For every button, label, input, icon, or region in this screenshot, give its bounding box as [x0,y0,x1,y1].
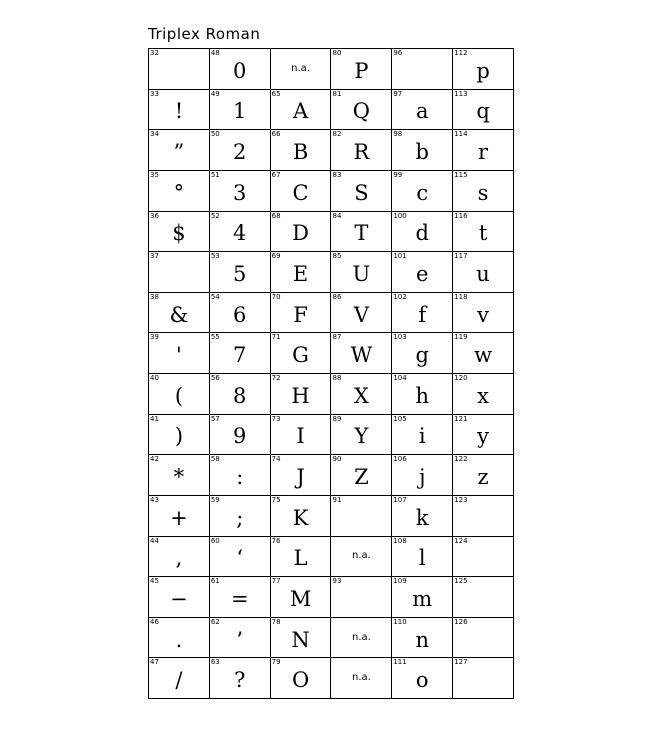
char-code: 101 [393,252,407,261]
glyph-cell [453,577,514,618]
glyph-sample: ‘ [236,546,244,571]
char-code: 50 [210,130,220,139]
glyph-cell [392,374,453,415]
glyph-cell [149,658,210,699]
char-code: 124 [454,536,468,545]
glyph-sample: F [293,302,308,327]
glyph-cell [331,537,392,578]
glyph-cell [453,212,514,253]
glyph-cell [392,618,453,659]
char-code: 125 [454,577,468,586]
glyph-cell [392,537,453,578]
glyph-cell [210,90,271,131]
glyph-sample: O [291,668,310,693]
glyph-cell [453,171,514,212]
glyph-sample: u [476,261,490,286]
glyph-sample: K [292,505,309,530]
char-code: 35 [150,170,159,179]
glyph-sample: , [175,546,183,571]
glyph-cell [271,455,332,496]
glyph-cell [149,171,210,212]
glyph-sample: N [291,627,310,652]
char-code: 47 [150,658,159,667]
char-code: 82 [332,130,342,139]
glyph-sample: ° [173,180,185,205]
glyph-sample [453,663,513,698]
glyph-sample [331,582,391,617]
char-code: 107 [393,495,407,504]
char-code: 98 [393,130,403,139]
glyph-sample: ! [174,99,184,124]
char-code: 73 [271,414,281,423]
char-code: 100 [393,211,407,220]
glyph-sample: R [353,140,370,165]
glyph-cell [149,90,210,131]
glyph-sample: v [477,302,489,327]
char-code: 32 [150,49,159,57]
glyph-sample: * [173,465,185,490]
glyph-sample: T [354,221,369,246]
char-code: 45 [150,577,159,586]
glyph-cell [331,293,392,334]
char-code: 56 [210,374,220,382]
glyph-sample: ’ [236,627,244,652]
glyph-cell [392,49,453,90]
glyph-sample: o [415,668,429,693]
glyph-sample: 5 [233,261,247,286]
glyph-sample: . [175,627,183,652]
glyph-cell [453,496,514,537]
glyph-cell [392,577,453,618]
glyph-cell [210,455,271,496]
glyph-cell [149,577,210,618]
glyph-cell [210,374,271,415]
char-code: 81 [332,89,342,98]
char-code: 93 [332,577,342,586]
char-code: 114 [454,130,468,139]
not-available-label: n.a. [291,62,310,74]
char-code: 38 [150,292,159,301]
glyph-cell [149,49,210,90]
char-code: 71 [271,333,281,342]
glyph-cell [149,496,210,537]
glyph-cell [210,577,271,618]
glyph-sample: i [418,424,426,449]
glyph-sample: x [477,383,489,408]
glyph-cell [392,90,453,131]
glyph-cell [392,455,453,496]
glyph-sample: E [292,261,309,286]
glyph-sample: A [292,99,309,124]
glyph-cell [210,618,271,659]
glyph-cell [271,415,332,456]
char-code: 108 [393,536,407,545]
char-code: 49 [210,89,220,98]
char-code: 83 [332,170,342,179]
glyph-cell [331,252,392,293]
glyph-cell [149,252,210,293]
glyph-sample [453,582,513,617]
glyph-cell [210,252,271,293]
char-code: 55 [210,333,220,342]
glyph-sample: J [296,465,305,490]
char-code: 99 [393,170,403,179]
glyph-cell [453,293,514,334]
char-code: 103 [393,333,407,342]
char-code: 118 [454,292,468,301]
char-code: 67 [271,170,281,179]
char-code: 104 [393,374,407,382]
glyph-cell [210,171,271,212]
char-code: 40 [150,374,159,382]
glyph-sample: L [293,546,308,571]
glyph-cell [210,293,271,334]
char-code: 127 [454,658,468,667]
char-code: 88 [332,374,342,382]
glyph-sample: + [170,505,188,530]
glyph-sample [453,542,513,577]
glyph-cell [331,658,392,699]
char-code: 42 [150,455,159,464]
glyph-sample: 2 [233,140,247,165]
char-code: 113 [454,89,468,98]
glyph-sample: r [478,140,489,165]
char-code: 84 [332,211,342,220]
not-available-label: n.a. [351,550,371,562]
glyph-sample: & [169,302,189,327]
glyph-sample [453,501,513,536]
glyph-cell [331,130,392,171]
char-code: 62 [210,617,220,626]
glyph-cell [392,212,453,253]
glyph-sample [149,257,209,292]
glyph-cell [271,618,332,659]
glyph-cell [271,658,332,699]
glyph-sample: Q [352,99,371,124]
glyph-cell [271,90,332,131]
char-code: 60 [210,536,220,545]
glyph-sample: ' [176,343,182,368]
glyph-cell [392,658,453,699]
char-code: 70 [271,292,281,301]
char-code: 110 [393,617,407,626]
glyph-cell [331,333,392,374]
glyph-cell [453,333,514,374]
char-code: 74 [271,455,281,464]
glyph-cell [392,171,453,212]
glyph-sample: s [477,180,489,205]
glyph-sample: l [418,546,426,571]
glyph-cell [392,293,453,334]
glyph-cell [453,537,514,578]
glyph-sample [331,501,391,536]
char-code: 34 [150,130,159,139]
glyph-cell [210,415,271,456]
char-code: 106 [393,455,407,464]
glyph-sample: h [415,383,429,408]
glyph-cell [149,333,210,374]
glyph-cell [149,212,210,253]
char-code: 54 [210,292,220,301]
glyph-cell [331,618,392,659]
glyph-sample: / [175,668,183,693]
glyph-cell [453,658,514,699]
glyph-sample [453,623,513,658]
glyph-sample: G [292,343,309,368]
glyph-sample: k [415,505,429,530]
char-code: 41 [150,414,159,423]
char-code: 63 [210,658,220,667]
glyph-cell [210,212,271,253]
glyph-cell [210,49,271,90]
glyph-cell [392,130,453,171]
glyph-cell [331,496,392,537]
glyph-sample: d [415,221,429,246]
glyph-cell [271,374,332,415]
char-code: 43 [150,495,159,504]
glyph-sample: ( [174,383,184,408]
glyph-sample: y [477,424,489,449]
char-code: 39 [150,333,159,342]
char-code: 85 [332,252,342,261]
glyph-sample: = [230,586,249,611]
char-code: 36 [150,211,159,220]
glyph-sample: c [416,180,429,205]
glyph-cell [210,333,271,374]
glyph-cell [453,415,514,456]
glyph-cell [149,537,210,578]
char-code: 80 [332,49,342,57]
glyph-sample: m [412,586,433,611]
char-code: 102 [393,292,407,301]
glyph-sample [149,54,209,89]
glyph-sample: Y [354,424,369,449]
char-code: 51 [210,170,220,179]
glyph-cell [453,49,514,90]
glyph-cell [271,212,332,253]
char-code: 119 [454,333,468,342]
glyph-sample: a [415,99,429,124]
glyph-cell [392,415,453,456]
glyph-cell [453,374,514,415]
glyph-sample: ” [173,140,185,165]
glyph-sample: ? [234,668,246,693]
glyph-sample: X [353,383,369,408]
glyph-sample: − [170,586,188,611]
char-code: 72 [271,374,281,382]
char-code: 115 [454,170,468,179]
char-code: 87 [332,333,342,342]
glyph-cell [271,293,332,334]
char-code: 44 [150,536,159,545]
char-code: 69 [271,252,281,261]
glyph-cell [392,252,453,293]
char-code: 77 [271,577,281,586]
glyph-cell [453,455,514,496]
glyph-cell [271,171,332,212]
glyph-cell [453,90,514,131]
glyph-cell [331,415,392,456]
glyph-sample: S [354,180,369,205]
not-available-label: n.a. [351,672,371,684]
glyph-cell [331,374,392,415]
glyph-sample: P [354,58,369,83]
char-code: 90 [332,455,342,464]
char-code: 123 [454,495,468,504]
char-code: 89 [332,414,342,423]
char-code: 121 [454,414,468,423]
char-code: 33 [150,89,159,98]
glyph-cell [271,333,332,374]
glyph-cell [392,333,453,374]
glyph-cell [271,49,332,90]
glyph-cell [149,293,210,334]
glyph-sample: H [291,383,310,408]
glyph-sample: 9 [233,424,247,449]
char-code: 96 [393,49,403,57]
char-code: 109 [393,577,407,586]
char-code: 65 [271,89,281,98]
glyph-sample: ) [174,424,184,449]
glyph-cell [453,130,514,171]
not-available-label: n.a. [351,631,371,643]
char-code: 111 [393,658,407,667]
char-code: 79 [271,658,281,667]
glyph-table [148,48,514,699]
glyph-sample: D [292,221,309,246]
glyph-cell [392,496,453,537]
char-code: 52 [210,211,220,220]
glyph-sample: U [352,261,371,286]
glyph-sample: B [292,140,309,165]
glyph-sample: t [478,221,488,246]
glyph-cell [149,130,210,171]
glyph-cell [210,537,271,578]
char-code: 48 [210,49,220,57]
char-code: 57 [210,414,220,423]
char-code: 120 [454,374,468,382]
glyph-cell [271,537,332,578]
glyph-cell [210,130,271,171]
char-code: 126 [454,617,468,626]
glyph-sample: z [477,465,489,490]
char-code: 61 [210,577,220,586]
glyph-sample: e [416,261,429,286]
char-code: 66 [271,130,281,139]
char-code: 37 [150,252,159,261]
glyph-sample: 0 [233,58,247,83]
glyph-sample: $ [172,221,186,246]
glyph-sample: M [289,586,312,611]
glyph-sample: 6 [233,302,247,327]
glyph-cell [453,618,514,659]
glyph-sample: b [415,140,429,165]
glyph-sample: 7 [233,343,247,368]
glyph-cell [210,496,271,537]
glyph-sample: : [236,465,244,490]
glyph-sample: p [476,58,490,83]
char-code: 105 [393,414,407,423]
glyph-cell [271,496,332,537]
glyph-sample: q [476,99,490,124]
glyph-cell [149,374,210,415]
char-code: 76 [271,536,281,545]
glyph-sample: n [415,627,429,652]
char-code: 59 [210,495,220,504]
glyph-cell [453,252,514,293]
char-code: 78 [271,617,281,626]
glyph-cell [331,212,392,253]
glyph-sample: V [353,302,369,327]
glyph-cell [331,455,392,496]
char-code: 58 [210,455,220,464]
glyph-cell [271,577,332,618]
glyph-sample: 1 [233,99,247,124]
glyph-cell [331,49,392,90]
glyph-cell [149,415,210,456]
glyph-cell [271,130,332,171]
glyph-sample: I [296,424,305,449]
glyph-sample: g [415,343,429,368]
glyph-cell [331,90,392,131]
glyph-sample: Z [354,465,369,490]
char-code: 46 [150,617,159,626]
glyph-sample: ; [236,505,244,530]
glyph-cell [210,658,271,699]
glyph-sample: 8 [233,383,247,408]
glyph-cell [331,577,392,618]
glyph-sample: 4 [233,221,247,246]
char-code: 91 [332,495,342,504]
char-code: 112 [454,49,468,57]
glyph-sample: w [474,343,493,368]
char-code: 97 [393,89,403,98]
char-code: 53 [210,252,220,261]
glyph-sample: W [350,343,373,368]
glyph-sample: 3 [233,180,247,205]
glyph-cell [149,618,210,659]
glyph-sample: f [418,302,427,327]
glyph-cell [149,455,210,496]
glyph-cell [331,171,392,212]
glyph-cell [271,252,332,293]
glyph-sample: j [418,465,426,490]
char-code: 116 [454,211,468,220]
char-code: 117 [454,252,468,261]
char-code: 68 [271,211,281,220]
glyph-sample: C [292,180,309,205]
glyph-sample [392,54,452,89]
char-code: 86 [332,292,342,301]
page-title: Triplex Roman [148,25,261,43]
char-code: 122 [454,455,468,464]
char-code: 75 [271,495,281,504]
